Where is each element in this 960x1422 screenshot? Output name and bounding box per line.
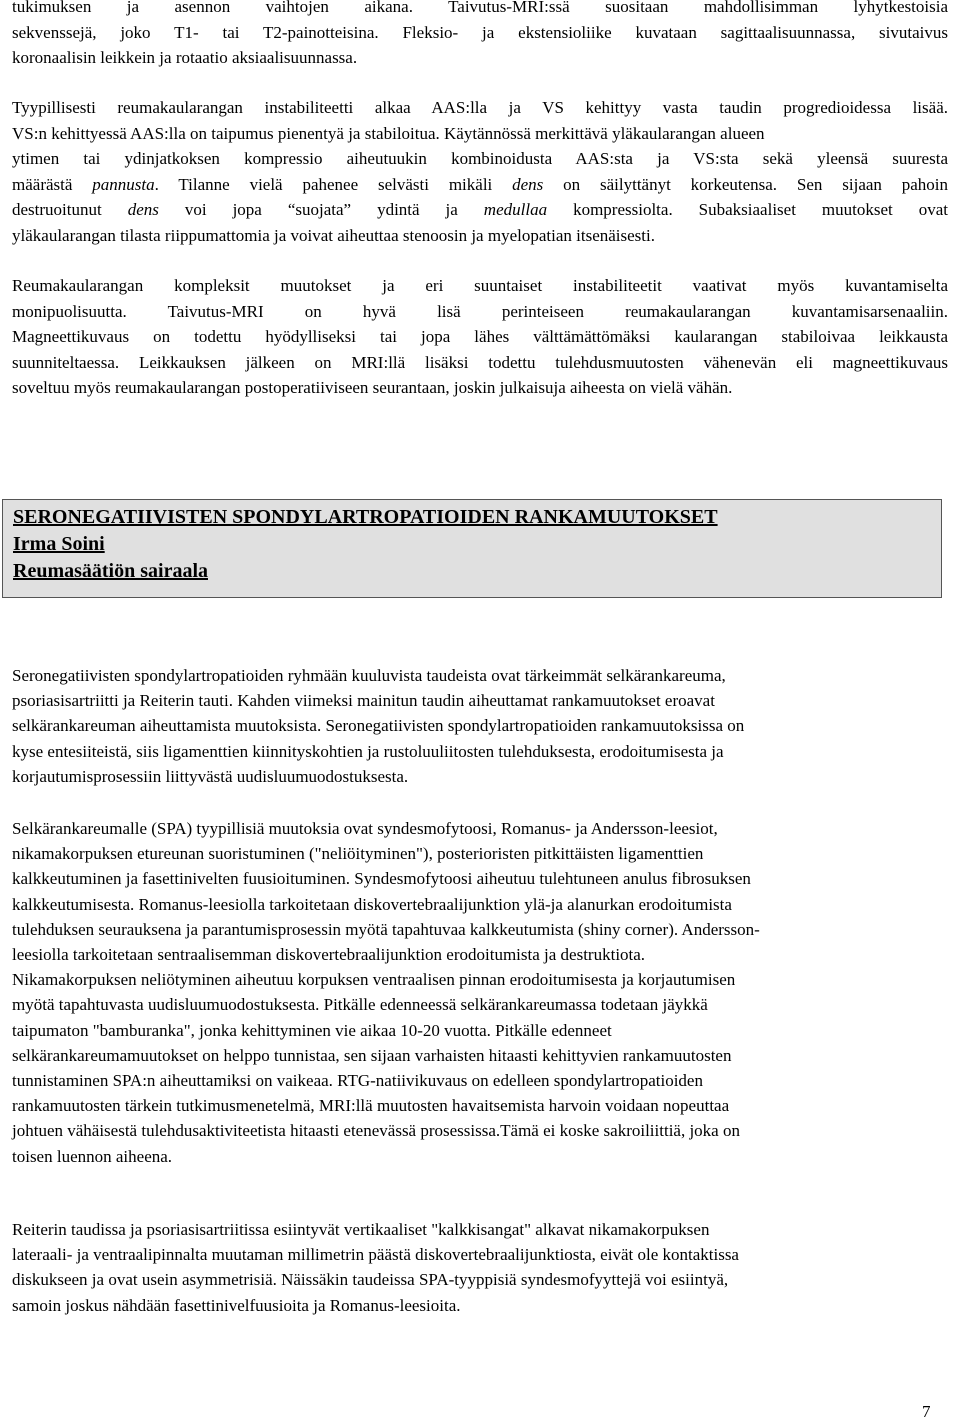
intro-paragraph: [12, 0, 948, 71]
text-line: Nikamakorpuksen neliötyminen aiheutuu korpuksen ventraalisen pinnan erodoitumisesta ja korjautumisen: [12, 970, 736, 990]
text-line: määrästä pannusta. Tilanne vielä pahenee selvästi mikäli dens on säilyttänyt korkeutensa. Sen sijaan pahoin: [12, 174, 949, 194]
text-line: rankamuutosten tärkein tutkimusmenetelmä, MRI:llä muutosten havaitsemista harvoin voidaan nopeuttaa: [12, 1096, 730, 1116]
text-line: koronaalisin leikkein ja rotaatio aksiaalisuunnassa.: [12, 48, 358, 67]
text-line: kalkkeutuminen ja fasettinivelten fuusioituminen. Syndesmofytoosi aiheutuu tulehtuneen anulus fibrosuksen: [12, 869, 751, 889]
italic-term: dens: [512, 174, 544, 194]
text-line: johtuen vähäisestä tulehdusaktiviteetista hitaasti etenevässä prosessissa.Tämä ei koske sakroiliittiä, joka on: [12, 1121, 740, 1141]
paragraph-reiter-psoriasis: [12, 1217, 948, 1318]
text-line: kalkkeutumisesta. Romanus-leesiolla tarkoitetaan diskovertebraalijunktion ylä-ja alanurkan erodoitumista: [12, 894, 732, 914]
text-line: samoin joskus nähdään fasettinivelfuusioita ja Romanus-leesioita.: [12, 1295, 461, 1315]
section-heading-box: [2, 499, 942, 598]
text-line: myötä tapahtuvasta uudisluumuodostuksesta. Pitkälle edenneessä selkärankareumassa todetaan jäykkä: [12, 995, 708, 1015]
paragraph-spondylarthropathies: [12, 663, 948, 789]
italic-term: medullaa: [483, 200, 548, 219]
text-line: soveltuu myös reumakaularangan postoperatiiviseen seurantaan, joskin julkaisuja aiheesta on vielä vähän.: [12, 378, 733, 397]
italic-term: pannusta: [92, 174, 155, 194]
text-line: VS:n kehittyessä AAS:lla on taipumus pienentyä ja stabiloitua. Käytännössä merkittävä yläkaularangan alueen: [12, 123, 765, 143]
section-title: SERONEGATIIVISTEN SPONDYLARTROPATIOIDEN RANKAMUUTOKSET: [13, 506, 718, 528]
author-affiliation: Reumasäätiön sairaala: [13, 560, 208, 582]
text-line: selkärankareuman aiheuttamista muutoksista. Seronegatiivisten spondylartropatioiden rankamuutoksissa on: [12, 716, 745, 736]
italic-term: dens: [127, 200, 159, 219]
text-line: Reiterin taudissa ja psoriasisartriitissa esiintyvät vertikaaliset "kalkkisangat" alkavat nikamakorpuksen: [12, 1220, 710, 1239]
page-number: 7: [922, 1402, 931, 1421]
text-line: selkärankareumamuutokset on helppo tunnistaa, sen sijaan varhaisten hitaasti kehittyvien rankamuutosten: [12, 1045, 732, 1065]
text-line: monipuolisuutta. Taivutus-MRI on hyvä lisä perinteiseen reumakaularangan kuvantamisarsenaaliin.: [12, 301, 948, 321]
text-line: lateraali- ja ventraalipinnalta muutaman millimetrin päästä diskovertebraalijunktiosta, eivät ole kontaktissa: [12, 1245, 739, 1265]
text-line: psoriasisartriitti ja Reiterin tauti. Kahden viimeksi mainitun taudin aiheuttamat rankamuutokset eroavat: [12, 691, 715, 711]
text-line: korjautumisprosessiin liittyvästä uudisluumuodostuksesta.: [12, 766, 409, 786]
text-line: Reumakaularangan kompleksit muutokset ja eri suuntaiset instabiliteetit vaativat myös kuvantamiselta: [12, 276, 948, 295]
text-line: tunnistaminen SPA:n aiheuttamiksi on vaikeaa. RTG-natiivikuvaus on edelleen spondylartropatioiden: [12, 1071, 703, 1091]
text-line: kyse entesiiteistä, siis ligamenttien kiinnityskohtien ja rustoluuliitosten tulehduksesta, erodoitumisesta ja: [12, 741, 724, 761]
paragraph-instability: [12, 95, 948, 248]
text-line: toisen luennon aiheena.: [12, 1146, 173, 1166]
text-line: Tyypillisesti reumakaularangan instabiliteetti alkaa AAS:lla ja VS kehittyy vasta taudin progredioidessa lisää.: [12, 98, 948, 117]
text-line: Magneettikuvaus on todettu hyödylliseksi tai jopa lähes välttämättömäksi kaularangan stabiloivaa leikkausta: [12, 327, 948, 346]
text-line: leesiolla tarkoitetaan sentraalisemman diskovertebraalijunktion erodoitumista ja destruktiota.: [12, 945, 646, 965]
text-line: tulehduksen seurauksena ja parantumisprosessin myötä tapahtuvaa kalkkeutumista (shiny corner). Andersson-: [12, 919, 760, 939]
text-line: destruoitunut dens voi jopa “suojata” ydintä ja medullaa kompressiolta. Subaksiaaliset muutokset ovat: [12, 200, 948, 219]
paragraph-spa-changes: [12, 816, 948, 1169]
text-line: sekvenssejä, joko T1- tai T2-painotteisina. Fleksio- ja ekstensioliike kuvataan sagittaalisuunnassa, sivutaivus: [12, 22, 948, 42]
text-line: nikamakorpuksen etureunan suoristuminen ("neliöityminen"), posterioristen pitkittäisten ligamenttien: [12, 844, 704, 864]
text-line: taipumaton "bamburanka", jonka kehittyminen vie aikaa 10-20 vuotta. Pitkälle edenneet: [12, 1020, 612, 1040]
text-line: Selkärankareumalle (SPA) tyypillisiä muutoksia ovat syndesmofytoosi, Romanus- ja Andersson-leesiot,: [12, 819, 718, 838]
text-line: diskukseen ja ovat usein asymmetrisiä. Näissäkin taudeissa SPA-tyyppisiä syndesmofyyttejä voi esiintyä,: [12, 1270, 729, 1290]
text-line: tukimuksen ja asennon vaihtojen aikana. Taivutus-MRI:ssä suositaan mahdollisimman lyhytkestoisia: [12, 0, 948, 16]
text-line: Seronegatiivisten spondylartropatioiden ryhmään kuuluvista taudeista ovat tärkeimmät selkärankareuma,: [12, 666, 726, 685]
paragraph-imaging: [12, 273, 948, 401]
text-line: yläkaularangan tilasta riippumattomia ja voivat aiheuttaa stenoosin ja myelopatian itsenäisesti.: [12, 225, 655, 245]
author-name: Irma Soini: [13, 533, 105, 555]
text-line: ytimen tai ydinjatkoksen kompressio aiheutuukin kombinoidusta AAS:sta ja VS:sta sekä yleensä suuresta: [12, 149, 948, 168]
text-line: suunniteltaessa. Leikkauksen jälkeen on MRI:llä lisäksi todettu tulehdusmuutosten vähenevän eli magneettikuvaus: [12, 352, 948, 372]
